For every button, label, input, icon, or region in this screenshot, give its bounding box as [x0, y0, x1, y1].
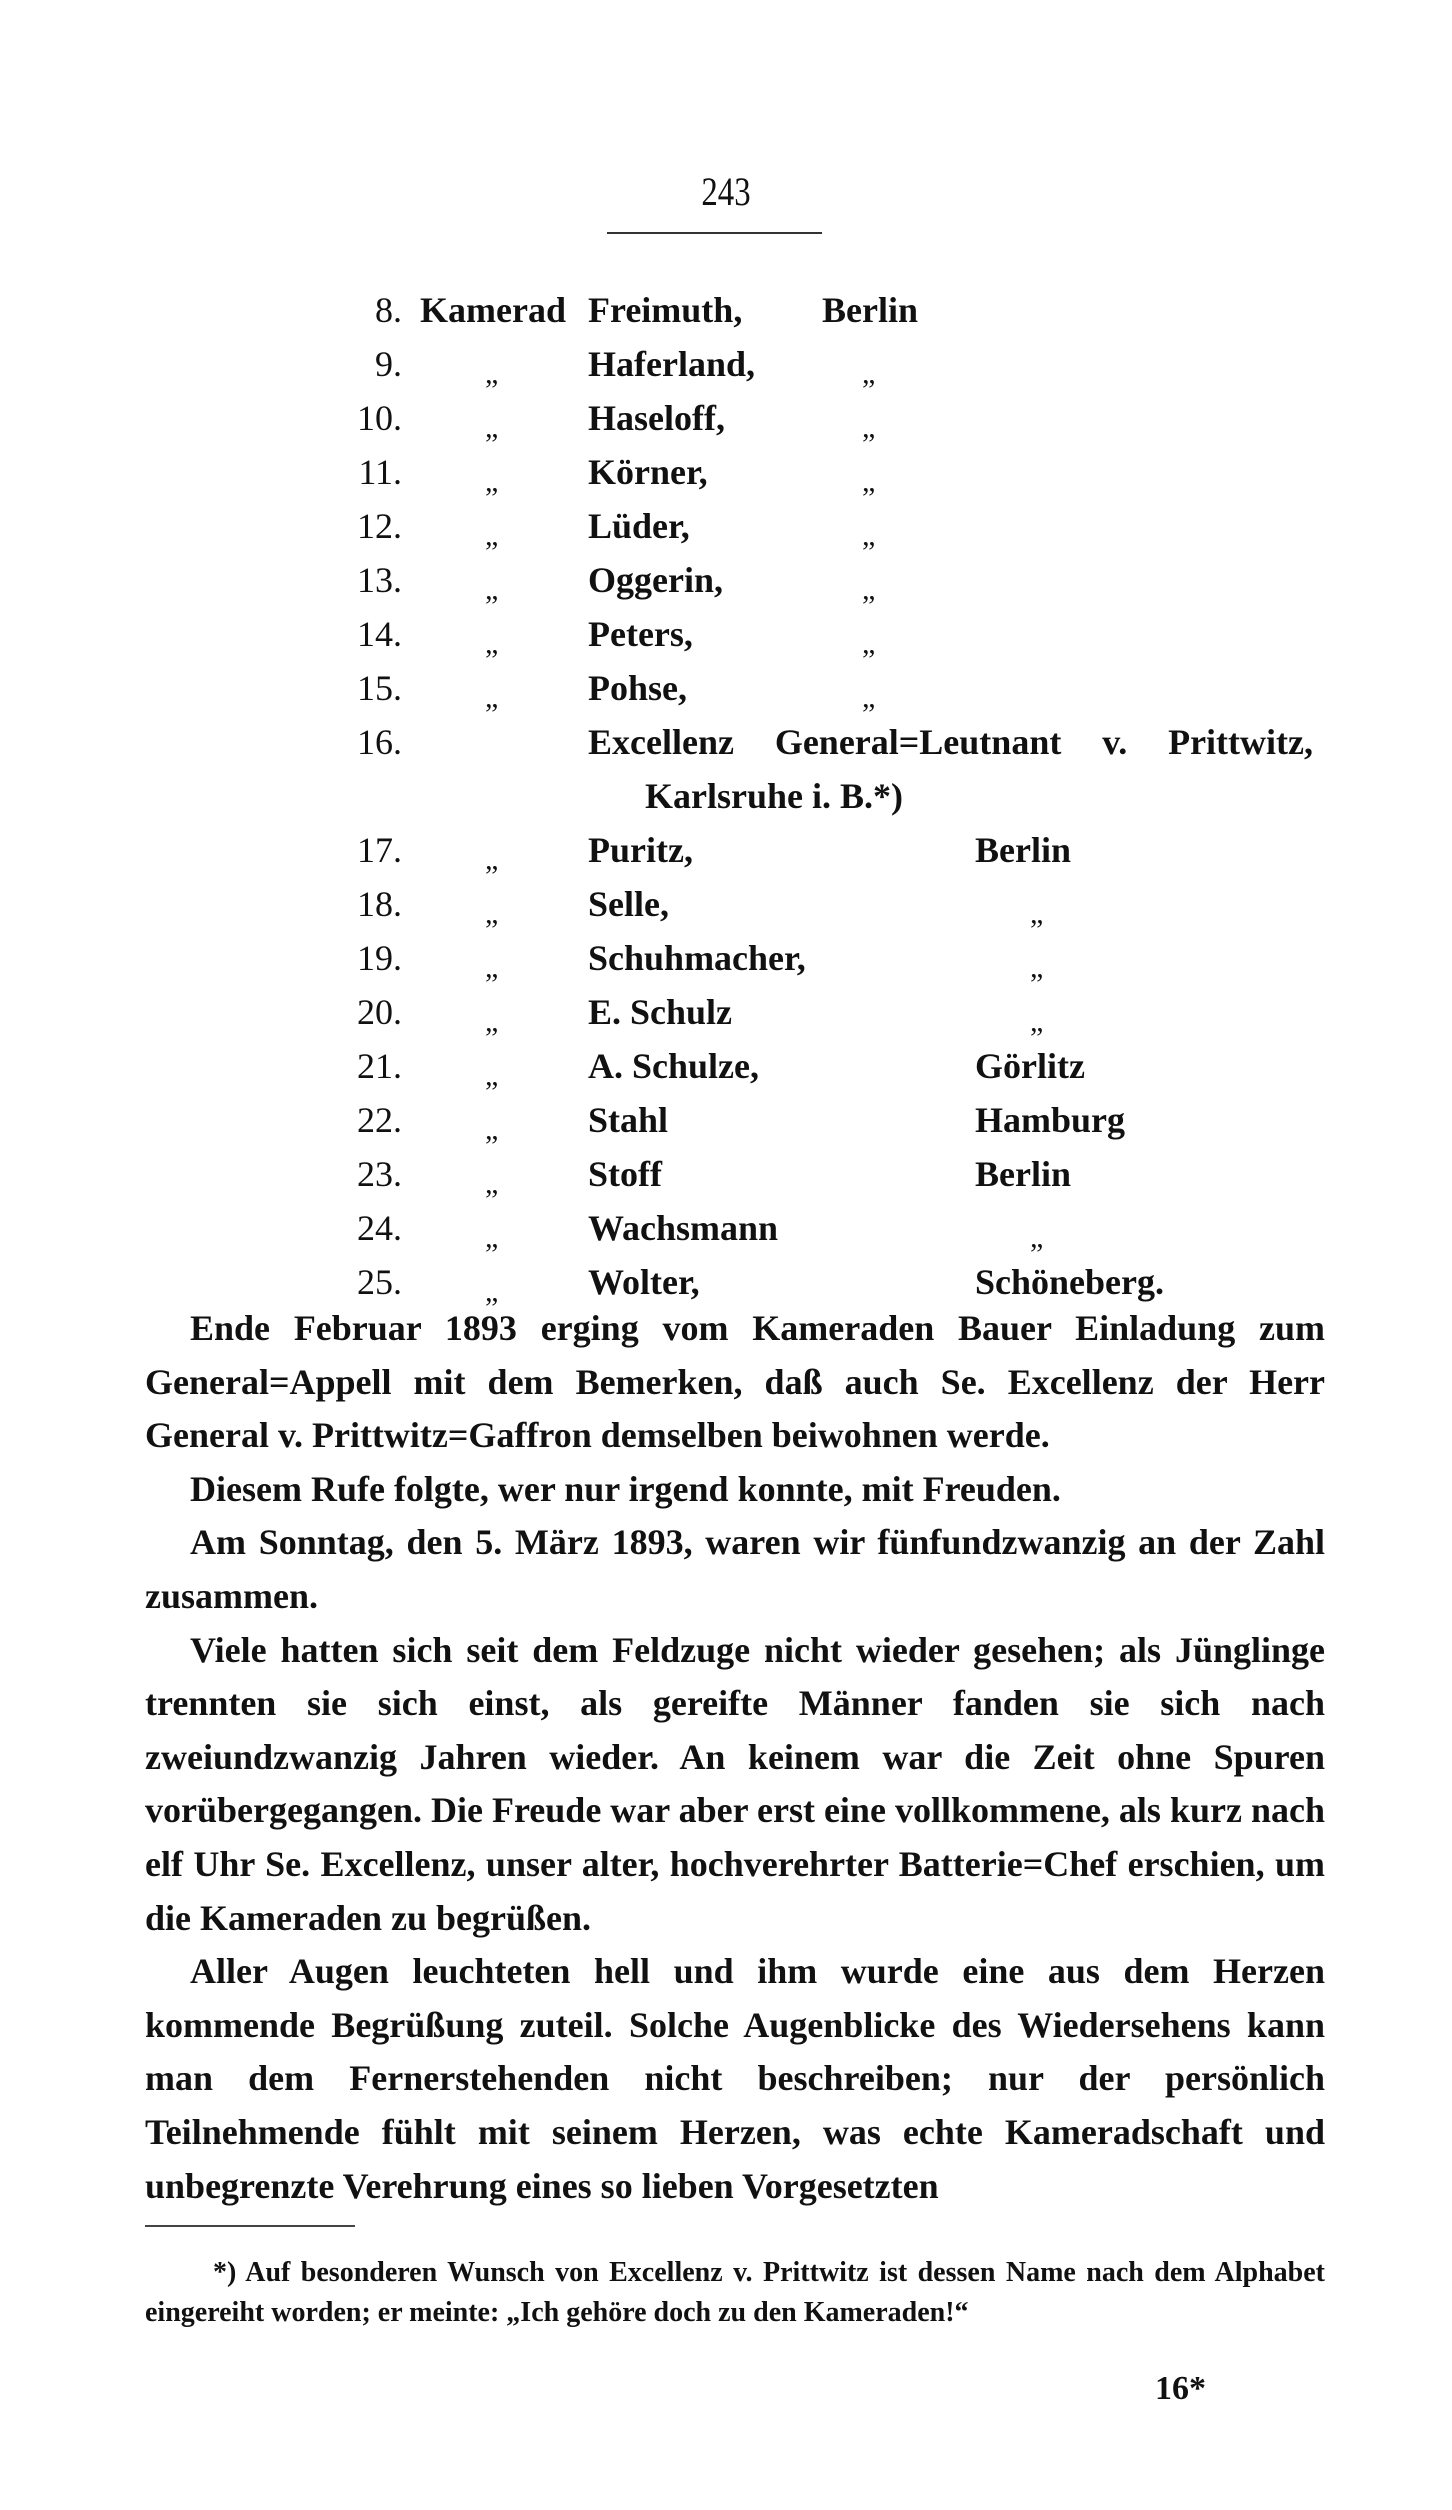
footnote-rule — [145, 2225, 355, 2227]
member-name: Oggerin, — [588, 560, 723, 600]
ditto-mark: „ — [485, 897, 499, 930]
roster-row — [0, 715, 1452, 769]
roster-row — [0, 823, 1452, 877]
row-number: 23. — [357, 1154, 402, 1194]
ditto-mark: „ — [485, 1221, 499, 1254]
row-number: 15. — [357, 668, 402, 708]
row-number: 21. — [357, 1046, 402, 1086]
roster-row — [0, 661, 1452, 715]
member-city: „ — [1030, 951, 1044, 984]
ditto-mark: „ — [485, 843, 499, 876]
ditto-mark: „ — [485, 1275, 499, 1308]
ditto-mark: „ — [485, 519, 499, 552]
member-city: „ — [862, 465, 876, 498]
paragraph: Viele hatten sich seit dem Feldzuge nicht wieder gesehen; als Jünglinge trennten sie sich einst, als gereifte Männer fanden sie sich nach zweiundzwanzig Jahren wieder. An keinem war die Zeit ohne Spuren vorübergegangen. Die Freude war aber erst eine vollkommene, als kurz nach elf Uhr Se. Excellenz, unser alter, hochverehrter Batterie=Chef erschien, um die Kameraden zu begrüßen. — [145, 1629, 1325, 1938]
roster-list — [0, 283, 1452, 1309]
member-city: Berlin — [975, 830, 1071, 870]
ditto-mark: „ — [485, 1059, 499, 1092]
paragraph: Am Sonntag, den 5. März 1893, waren wir fünfundzwanzig an der Zahl zusammen. — [145, 1522, 1325, 1616]
roster-row — [0, 1255, 1452, 1309]
roster-row-continuation — [0, 769, 1452, 823]
member-name: Pohse, — [588, 668, 687, 708]
ditto-mark: „ — [485, 1113, 499, 1146]
roster-row — [0, 931, 1452, 985]
row-number: 14. — [357, 614, 402, 654]
paragraph: Ende Februar 1893 erging vom Kameraden Bauer Einladung zum General=Appell mit dem Bemerken, daß auch Se. Excellenz der Herr General v. Prittwitz=Gaffron demselben beiwohnen werde. — [145, 1308, 1325, 1456]
ditto-mark: „ — [485, 1167, 499, 1200]
row-number: 16. — [357, 722, 402, 762]
roster-row — [0, 391, 1452, 445]
member-city: „ — [862, 681, 876, 714]
member-name: Excellenz General=Leutnant v. Prittwitz, — [588, 722, 1313, 762]
footnote — [145, 2253, 1325, 2333]
row-number: 20. — [357, 992, 402, 1032]
member-name: Schuhmacher, — [588, 938, 806, 978]
ditto-mark: „ — [485, 1005, 499, 1038]
ditto-mark: „ — [485, 357, 499, 390]
ditto-mark: „ — [485, 627, 499, 660]
member-name: Stoff — [588, 1154, 662, 1194]
row-number: 17. — [357, 830, 402, 870]
row-number: 9. — [375, 344, 402, 384]
header-rule — [607, 232, 822, 234]
roster-row — [0, 499, 1452, 553]
member-city: Schöneberg. — [975, 1262, 1164, 1302]
roster-row — [0, 1093, 1452, 1147]
member-name: A. Schulze, — [588, 1046, 759, 1086]
paragraph: Aller Augen leuchteten hell und ihm wurde eine aus dem Herzen kommende Begrüßung zuteil. Solche Augenblicke des Wiedersehens kann man dem Fernerstehenden nicht beschreiben; nur der persönlich Teilnehmende fühlt mit seinem Herzen, was echte Kameradschaft und unbegrenzte Verehrung eines so lieben Vorgesetzten — [145, 1951, 1325, 2206]
footnote-text: *) Auf besonderen Wunsch von Excellenz v. Prittwitz ist dessen Name nach dem Alphabet eingereiht worden; er meinte: „Ich gehöre doch zu den Kameraden!“ — [145, 2257, 1325, 2328]
row-number: 10. — [357, 398, 402, 438]
body-text — [145, 1302, 1325, 2213]
member-city: Görlitz — [975, 1046, 1085, 1086]
rank-title: Kamerad — [420, 290, 566, 330]
row-number: 25. — [357, 1262, 402, 1302]
roster-row — [0, 337, 1452, 391]
member-city: „ — [1030, 1005, 1044, 1038]
member-city: „ — [862, 411, 876, 444]
row-number: 12. — [357, 506, 402, 546]
row-number: 11. — [358, 452, 402, 492]
member-city: Berlin — [822, 290, 918, 330]
row-number: 24. — [357, 1208, 402, 1248]
roster-row — [0, 1201, 1452, 1255]
member-name: Körner, — [588, 452, 708, 492]
row-number: 19. — [357, 938, 402, 978]
member-name: Puritz, — [588, 830, 693, 870]
paragraph: Diesem Rufe folgte, wer nur irgend konnte, mit Freuden. — [190, 1468, 1061, 1509]
member-city: „ — [862, 573, 876, 606]
member-city: „ — [1030, 897, 1044, 930]
member-name: Peters, — [588, 614, 693, 654]
ditto-mark: „ — [485, 573, 499, 606]
member-city: „ — [1030, 1221, 1044, 1254]
row-number: 18. — [357, 884, 402, 924]
ditto-mark: „ — [485, 465, 499, 498]
roster-row — [0, 607, 1452, 661]
roster-row — [0, 985, 1452, 1039]
ditto-mark: „ — [485, 681, 499, 714]
member-name: Haferland, — [588, 344, 755, 384]
row-number: 22. — [357, 1100, 402, 1140]
member-name: Freimuth, — [588, 290, 743, 330]
ditto-mark: „ — [485, 951, 499, 984]
member-city: Berlin — [975, 1154, 1071, 1194]
member-city: Karlsruhe i. B.*) — [645, 776, 903, 816]
member-name: Haseloff, — [588, 398, 725, 438]
member-name: Selle, — [588, 884, 669, 924]
member-name: Stahl — [588, 1100, 669, 1140]
member-city: „ — [862, 627, 876, 660]
roster-row — [0, 553, 1452, 607]
member-name: E. Schulz — [588, 992, 733, 1032]
page-number: 243 — [701, 169, 751, 214]
ditto-mark: „ — [485, 411, 499, 444]
roster-row — [0, 283, 1452, 337]
printer-signature: 16* — [1155, 2370, 1206, 2407]
member-name: Wolter, — [588, 1262, 700, 1302]
roster-row — [0, 1039, 1452, 1093]
member-city: „ — [862, 357, 876, 390]
member-name: Lüder, — [588, 506, 690, 546]
row-number: 13. — [357, 560, 402, 600]
roster-row — [0, 445, 1452, 499]
roster-row — [0, 877, 1452, 931]
member-name: Wachsmann — [588, 1208, 779, 1248]
member-city: Hamburg — [975, 1100, 1126, 1140]
row-number: 8. — [375, 290, 402, 330]
roster-row — [0, 1147, 1452, 1201]
member-city: „ — [862, 519, 876, 552]
